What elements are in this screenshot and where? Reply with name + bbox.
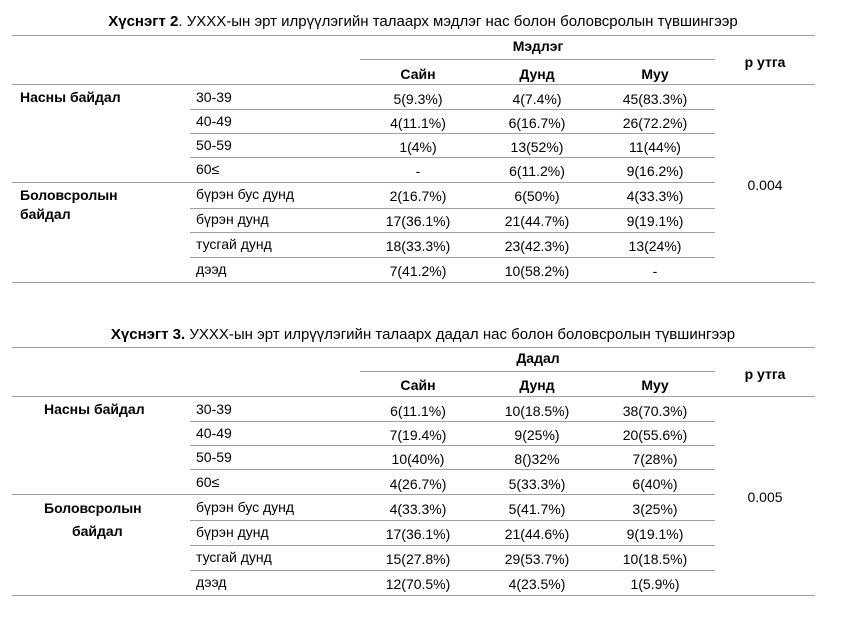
section-label-education: Боловсролын — [20, 187, 118, 203]
cell: - — [652, 263, 658, 279]
rule — [190, 208, 715, 209]
cell: 15(27.8%) — [385, 551, 451, 567]
cell: 9(25%) — [514, 427, 560, 443]
cell: 6(11.2%) — [509, 163, 565, 179]
cell: 45(83.3%) — [622, 91, 688, 107]
cell: 4(11.1%) — [390, 115, 446, 131]
cell: 5(41.7%) — [508, 501, 566, 517]
row-category: 50-59 — [196, 449, 232, 465]
row-category: тусгай дунд — [196, 236, 272, 252]
col-header-bad: Муу — [641, 66, 669, 82]
cell: 13(24%) — [628, 238, 682, 254]
col-header-medium: Дунд — [519, 66, 555, 82]
cell: 9(16.2%) — [626, 163, 684, 179]
rule — [190, 109, 715, 110]
cell: 6(50%) — [514, 188, 560, 204]
rule — [190, 133, 715, 134]
row-category: 50-59 — [196, 137, 232, 153]
col-header-good: Сайн — [400, 66, 436, 82]
cell: 3(25%) — [632, 501, 678, 517]
table-title: Хүснэгт 3. УХХХ-ын эрт илрүүлэгийн талаарх дадал нас болон боловсролын түвшингээр — [110, 326, 736, 343]
cell: 4(33.3%) — [389, 501, 447, 517]
col-header-good: Сайн — [400, 377, 436, 393]
rule — [190, 157, 715, 158]
rule — [12, 494, 715, 495]
col-header-medium: Дунд — [519, 377, 555, 393]
cell: 4(7.4%) — [512, 91, 562, 107]
cell: 10(18.5%) — [622, 551, 688, 567]
cell: 10(58.2%) — [504, 263, 570, 279]
rule — [12, 282, 815, 283]
cell: 1(5.9%) — [630, 576, 680, 592]
row-category: 60≤ — [196, 161, 220, 177]
cell: 21(44.6%) — [504, 526, 570, 542]
row-category: 60≤ — [196, 474, 220, 490]
table-title: Хүснэгт 2. УХХХ-ын эрт илрүүлэгийн талаарх мэдлэг нас болон боловсролын түвшингээр — [108, 13, 738, 30]
rule — [190, 469, 715, 470]
cell: 10(40%) — [391, 451, 445, 467]
cell: - — [415, 163, 421, 179]
cell: 18(33.3%) — [385, 238, 451, 254]
cell: 23(42.3%) — [504, 238, 570, 254]
cell: 26(72.2%) — [622, 115, 688, 131]
cell: 9(19.1%) — [626, 213, 684, 229]
cell: 6(11.1%) — [390, 403, 446, 419]
cell: 21(44.7%) — [504, 213, 570, 229]
cell: 11(44%) — [629, 139, 681, 155]
cell: 17(36.1%) — [385, 526, 451, 542]
row-category: бүрэн бус дунд — [196, 186, 295, 202]
cell: 9(19.1%) — [626, 526, 684, 542]
rule — [190, 570, 715, 571]
rule — [12, 595, 815, 596]
rule — [12, 182, 715, 183]
section-label-education: Боловсролын — [44, 500, 142, 516]
row-category: бүрэн бус дунд — [196, 499, 295, 515]
group-header: Мэдлэг — [512, 38, 564, 54]
p-value-header: p утга — [744, 54, 786, 70]
cell: 2(16.7%) — [389, 188, 447, 204]
row-category: бүрэн дунд — [196, 524, 269, 540]
cell: 4(23.5%) — [508, 576, 566, 592]
section-label-age: Насны байдал — [44, 401, 145, 417]
cell: 10(18.5%) — [504, 403, 570, 419]
row-category: 40-49 — [196, 425, 232, 441]
rule — [190, 257, 715, 258]
p-value-header: p утга — [744, 366, 786, 382]
cell: 5(33.3%) — [508, 476, 566, 492]
cell: 1(4%) — [399, 139, 437, 155]
section-label-education-2: байдал — [72, 523, 123, 539]
row-category: 30-39 — [196, 89, 232, 105]
rule — [190, 520, 715, 521]
rule — [12, 396, 815, 397]
p-value: 0.004 — [747, 177, 783, 193]
cell: 8()32% — [514, 451, 560, 467]
cell: 4(33.3%) — [626, 188, 684, 204]
cell: 38(70.3%) — [622, 403, 688, 419]
cell: 12(70.5%) — [385, 576, 451, 592]
cell: 6(40%) — [632, 476, 678, 492]
rule — [190, 445, 715, 446]
row-category: дээд — [196, 261, 227, 277]
group-header: Дадал — [516, 350, 560, 366]
rule — [12, 84, 815, 85]
cell: 13(52%) — [510, 139, 564, 155]
cell: 4(26.7%) — [389, 476, 447, 492]
cell: 20(55.6%) — [622, 427, 688, 443]
row-category: 40-49 — [196, 113, 232, 129]
cell: 7(19.4%) — [389, 427, 447, 443]
rule — [190, 421, 715, 422]
cell: 29(53.7%) — [504, 551, 570, 567]
cell: 17(36.1%) — [385, 213, 451, 229]
rule — [12, 347, 815, 348]
p-value: 0.005 — [747, 489, 783, 505]
cell: 6(16.7%) — [508, 115, 566, 131]
rule — [360, 371, 715, 372]
cell: 7(41.2%) — [389, 263, 447, 279]
rule — [190, 545, 715, 546]
col-header-bad: Муу — [641, 377, 669, 393]
rule — [190, 232, 715, 233]
rule — [12, 35, 815, 36]
section-label-age: Насны байдал — [20, 89, 121, 105]
row-category: тусгай дунд — [196, 549, 272, 565]
row-category: дээд — [196, 574, 227, 590]
row-category: 30-39 — [196, 401, 232, 417]
rule — [360, 59, 715, 60]
cell: 7(28%) — [632, 451, 678, 467]
row-category: бүрэн дунд — [196, 211, 269, 227]
section-label-education-2: байдал — [20, 206, 71, 222]
cell: 5(9.3%) — [393, 91, 443, 107]
